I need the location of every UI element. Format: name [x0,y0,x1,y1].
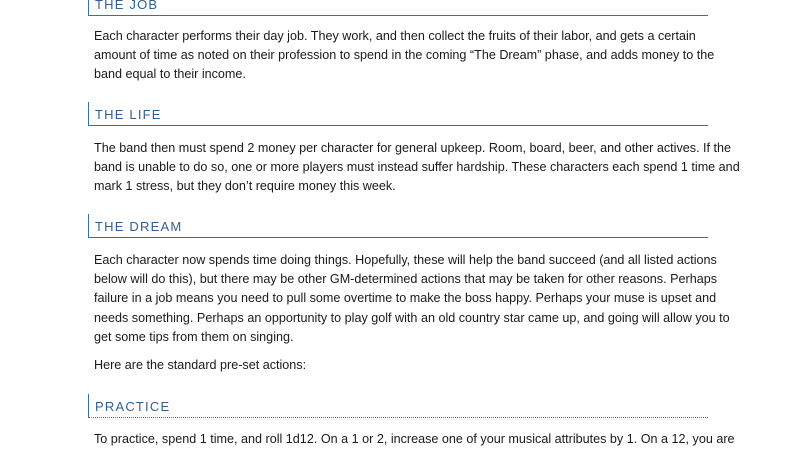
heading-the-dream [88,214,708,238]
paragraph-line: amount of time as noted on their profession to spend in the coming “The Dream” phase, and adds money to the [94,48,715,63]
heading-the-dream-text: THE DREAM [95,219,183,234]
heading-the-life [88,102,708,126]
paragraph-the-dream [94,251,730,347]
paragraph-line: failure in a job means you need to pull some overtime to make the boss happy. Perhaps your muse is upset and [94,291,717,306]
heading-practice [88,394,708,418]
paragraph-preset-actions-intro [94,356,714,375]
paragraph-line: To practice, spend 1 time, and roll 1d12. On a 1 or 2, increase one of your musical attributes by 1. On a 12, you are [94,432,735,446]
paragraph-the-life [94,139,740,197]
paragraph-line: mark 1 stress, but they don’t require money this week. [94,179,396,194]
heading-the-life-text: THE LIFE [95,107,162,122]
paragraph-line: band equal to their income. [94,67,246,82]
paragraph-the-job [94,27,714,85]
paragraph-line: Here are the standard pre-set actions: [94,358,307,372]
paragraph-line: below will do this), but there may be other GM-determined actions that may be taken for other reasons. Perhaps [94,272,718,287]
heading-the-job-text: THE JOB [95,0,159,12]
heading-the-job [88,0,708,16]
paragraph-line: The band then must spend 2 money per character for general upkeep. Room, board, beer, and other actives. If the [94,141,732,155]
paragraph-line: needs something. Perhaps an opportunity to play golf with an old country star came up, and going will allow you to [94,310,730,325]
paragraph-line: Each character now spends time doing things. Hopefully, these will help the band succeed (and all listed actions [94,253,717,267]
paragraph-practice [94,430,735,449]
paragraph-line: band is unable to do so, one or more players must instead suffer hardship. These characters each spend 1 time and [94,160,740,175]
heading-practice-text: PRACTICE [95,399,171,414]
paragraph-line: Each character performs their day job. They work, and then collect the fruits of their labor, and gets a certain [94,29,696,43]
paragraph-line: get some tips from them on singing. [94,329,294,344]
